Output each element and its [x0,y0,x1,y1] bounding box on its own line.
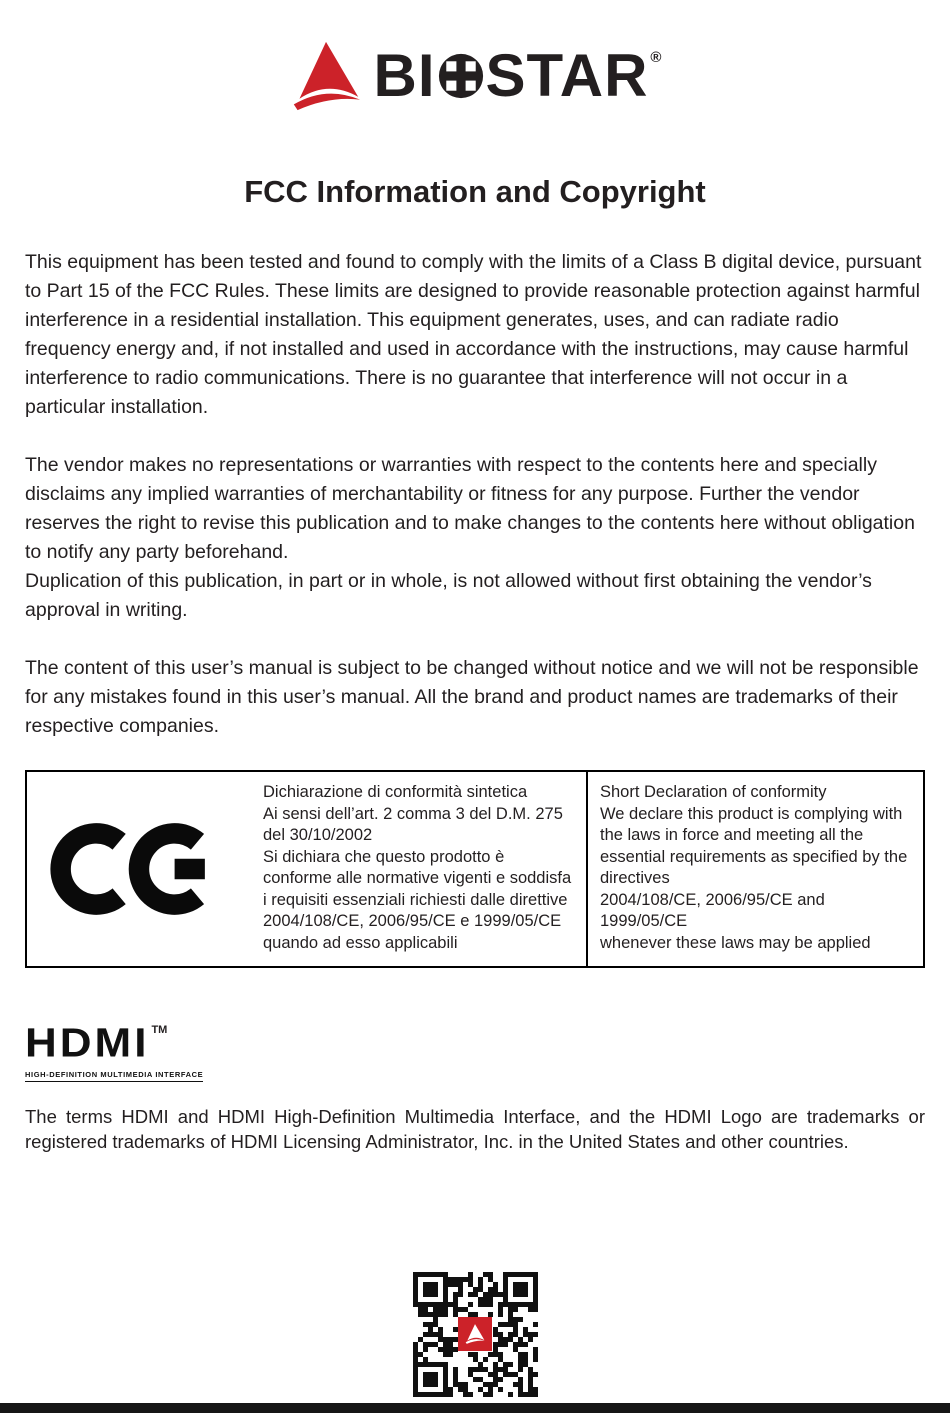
footer-bar [0,1403,950,1413]
ce-declaration-english [586,772,923,966]
biostar-o-plus-icon [438,53,484,99]
ce-it-line-directives: 2004/108/CE, 2006/95/CE e 1999/05/CE quando ad esso applicabili [263,912,562,952]
hdmi-tm-symbol: TM [151,1024,168,1036]
qr-biostar-triangle-icon [464,1323,486,1345]
brand-text-left: BI [373,42,436,109]
ce-en-line-applied: whenever these laws may be applied [600,933,871,952]
hdmi-section [25,1020,925,1154]
ce-declaration-table [25,770,925,968]
hdmi-tagline: HIGH-DEFINITION MULTIMEDIA INTERFACE [25,1070,203,1082]
ce-mark-cell [27,772,251,966]
hdmi-wordmark: HDMI [25,1020,150,1066]
body-text [25,248,925,741]
ce-it-line-body: Si dichiara che questo prodotto è conforme alle normative vigenti e soddisfa i requisiti essenziali richiesti dalle direttive [263,847,572,909]
paragraph-duplication: Duplication of this publication, in part or in whole, is not allowed without first obtaining the vendor’s approval in writing. [25,570,872,621]
brand-logo [0,0,950,122]
ce-it-line-title: Dichiarazione di conformità sintetica [263,783,528,801]
page-title: FCC Information and Copyright [244,174,706,209]
ce-mark-icon [50,814,228,924]
hdmi-trademark-paragraph: The terms HDMI and HDMI High-Definition Multimedia Interface, and the HDMI Logo are trademarks or registered trademarks of HDMI Licensing Administrator, Inc. in the United States and other countries. [25,1105,925,1152]
paragraph-fcc: This equipment has been tested and found to comply with the limits of a Class B digital device, pursuant to Part 15 of the FCC Rules. These limits are designed to provide reasonable protection against harmful interference in a residential installation. This equipment generates, uses, and can radiate radio frequency energy and, if not installed and used in accordance with the instructions, may cause harmful interference to radio communications. There is no guarantee that interference will not occur in a particular installation. [25,251,922,418]
paragraph-vendor [25,451,925,625]
paragraph-manual-content: The content of this user’s manual is subject to be changed without notice and we will not be responsible for any mistakes found in this user’s manual. All the brand and product names are trademarks of their respective companies. [25,657,919,737]
biostar-triangle-icon [288,40,364,112]
ce-it-line-law: Ai sensi dell’art. 2 comma 3 del D.M. 275 del 30/10/2002 [263,804,563,844]
ce-en-line-body: We declare this product is complying with the laws in force and meeting all the essential requirements as specified by the directives [600,804,908,887]
hdmi-logo [25,1020,925,1066]
brand-wordmark [373,42,663,109]
paragraph-vendor-warranty: The vendor makes no representations or warranties with respect to the contents here and specially disclaims any implied warranties of merchantability or fitness for any purpose. Further the vendor reserves the right to revise this publication and to make changes to the contents here without obligation to notify any party beforehand. [25,454,915,563]
ce-en-line-directives: 2004/108/CE, 2006/95/CE and 1999/05/CE [600,890,825,930]
qr-code [413,1272,538,1397]
brand-text-right: STAR [485,42,649,109]
ce-declaration-italian [251,772,586,966]
qr-center-logo [458,1317,492,1351]
ce-en-line-title: Short Declaration of conformity [600,783,827,801]
registered-trademark-symbol: ® [650,49,663,66]
